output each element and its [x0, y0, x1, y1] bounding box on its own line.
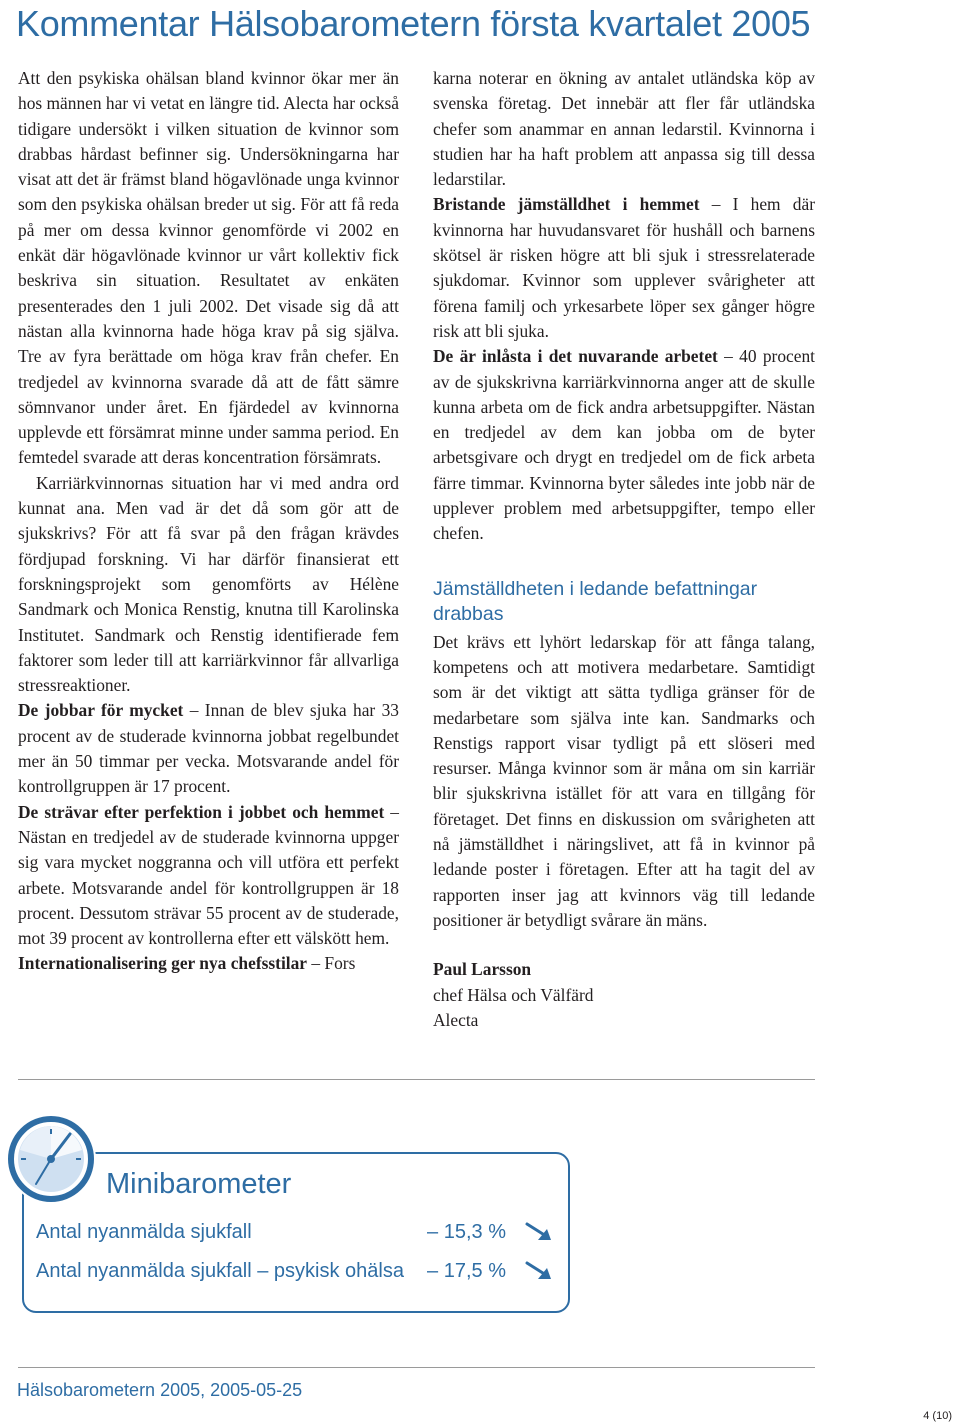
- paragraph: [18, 800, 399, 952]
- page-title: Kommentar Hälsobarometern första kvartalet 2005: [16, 3, 811, 44]
- run-in-heading: De är inlåsta i det nuvarande arbetet: [433, 346, 718, 367]
- article-column-left: [18, 66, 399, 977]
- row-label: Antal nyanmälda sjukfall: [36, 1221, 252, 1243]
- signature-org: Alecta: [433, 1009, 479, 1030]
- paragraph-text: – I hem där kvinnorna har huvudansvaret för hushåll och barnens skötsel är risken högre att bli sjuk i stressrelaterade sjukdomar. Kvinnor som upplever svårigheter att förena familj och yrkesarbete löper sex gånger högre risk att bli sjuka.: [433, 194, 815, 341]
- page-number: 4 (10): [923, 1410, 952, 1422]
- paragraph: [18, 698, 399, 799]
- paragraph: [433, 344, 815, 546]
- minibarometer-row: [36, 1256, 556, 1286]
- run-in-heading: De jobbar för mycket: [18, 700, 184, 721]
- minibarometer-row: [36, 1217, 556, 1247]
- trend-down-arrow-icon: [524, 1260, 554, 1282]
- minibarometer-title: Minibarometer: [106, 1168, 292, 1200]
- trend-down-arrow-icon: [524, 1221, 554, 1243]
- run-in-heading: Bristande jämställdhet i hemmet: [433, 194, 700, 215]
- paragraph-text: – Fors: [307, 953, 356, 974]
- paragraph-text: – Innan de blev sjuka har 33 procent av de studerade kvinnorna jobbat regelbundet mer än 50 timmar per vecka. Motsvarande andel för kontrollgruppen är 17 procent.: [18, 700, 399, 797]
- paragraph: Det krävs ett lyhört ledarskap för att fånga talang, kompetens och att motivera medarbetare. Samtidigt som är det viktigt att sätta tydliga gränser för de medarbetare som själva inte kan. Sandmarks och Renstigs rapport visar tydligt på ett slöseri med resurser. Många kvinnor som är måna om sin karriär blir sjukskrivna istället för att vara en tillgång för företaget. Det finns en diskussion om svårigheten att nå jämställdhet i näringslivet, att få in kvinnor på ledande poster i företagen. Efter att ha tagit del av rapporten inser jag att kvinnors väg till ledande positioner är betydligt svårare än mäns.: [433, 631, 815, 930]
- row-value: – 15,3 %: [427, 1221, 506, 1243]
- signature-role: chef Hälsa och Välfärd: [433, 984, 594, 1005]
- divider: [18, 1079, 815, 1080]
- section-subheading: Jämställdheten i ledande befattningar drabbas: [433, 577, 758, 625]
- signature-block: [433, 957, 815, 1033]
- article-column-right: [433, 66, 815, 1033]
- paragraph-text: – 40 procent av de sjukskrivna karriärkvinnorna anger att de skulle kunna arbeta om de fick andra arbetsuppgifter. Nästan en tredjedel av dem kan jobba om de byter arbetsgivare och drygt en tredjedel om de fick arbeta färre timmar. Kvinnorna byter således inte jobb när de upplever problem med arbetsuppgifter, tempo eller chefen.: [433, 346, 815, 544]
- paragraph: [18, 951, 399, 976]
- paragraph: karna noterar en ökning av antalet utländska köp av svenska företag. Det innebär att fler får utländska chefer som anammar en annan ledarstil. Kvinnorna i studien har ha haft problem att anpassa sig till dessa ledarstilar.: [433, 68, 815, 190]
- row-label: Antal nyanmälda sjukfall – psykisk ohälsa: [36, 1260, 404, 1282]
- run-in-heading: De strävar efter perfektion i jobbet och hemmet: [18, 801, 385, 822]
- paragraph: Karriärkvinnornas situation har vi med andra ord kunnat ana. Men vad är det då som gör att de sjukskrivs? För att få svar på den frågan krävdes fördjupad forskning. Vi har därför finansierat ett forskningsprojekt som genomförts av Hélène Sandmark och Monica Renstig, knutna till Karolinska Institutet. Sandmark och Renstig identifierade fem faktorer som leder till att karriärkvinnor får allvarliga stressreaktioner.: [18, 472, 399, 696]
- paragraph-text: – Nästan en tredjedel av de studerade kvinnorna uppger sig vara mycket noggranna och vill utföra ett perfekt arbete. Motsvarande andel för kontrollgruppen är 18 procent. Dessutom strävar 55 procent av de studerade, mot 39 procent av kontrollerna efter ett välskött hem.: [18, 801, 399, 949]
- signature-name: Paul Larsson: [433, 959, 532, 980]
- row-value: – 17,5 %: [427, 1260, 506, 1282]
- footer-text: Hälsobarometern 2005, 2005-05-25: [17, 1380, 303, 1400]
- footer-divider: [18, 1367, 815, 1368]
- barometer-dial-icon: [6, 1114, 96, 1204]
- run-in-heading: Internationalisering ger nya chefsstilar: [18, 953, 308, 974]
- paragraph: Att den psykiska ohälsan bland kvinnor ökar mer än hos männen har vi vetat en längre tid. Alecta har också tidigare undersökt i vilken situation de kvinnor som drabbas hårdast befinner sig. Undersökningarna har visat att det är främst bland högavlönade unga kvinnor som den psykiska ohälsan breder ut sig. För att få reda på mer om dessa kvinnor genomförde vi 2002 en enkät där högavlönade kvinnor ur vårt kollektiv fick beskriva sin situation. Resultatet av enkäten presenterades den 1 juli 2002. Det visade sig då att nästan alla kvinnorna hade höga krav på sig själva. Tre av fyra berättade om höga krav från chefer. En tredjedel av kvinnorna svarade då att de fått sämre sömnvanor under året. En fjärdedel av kvinnorna upplevde ett försämrat minne under samma period. En femtedel svarade att deras koncentration försämrats.: [18, 68, 400, 468]
- paragraph: [433, 192, 815, 344]
